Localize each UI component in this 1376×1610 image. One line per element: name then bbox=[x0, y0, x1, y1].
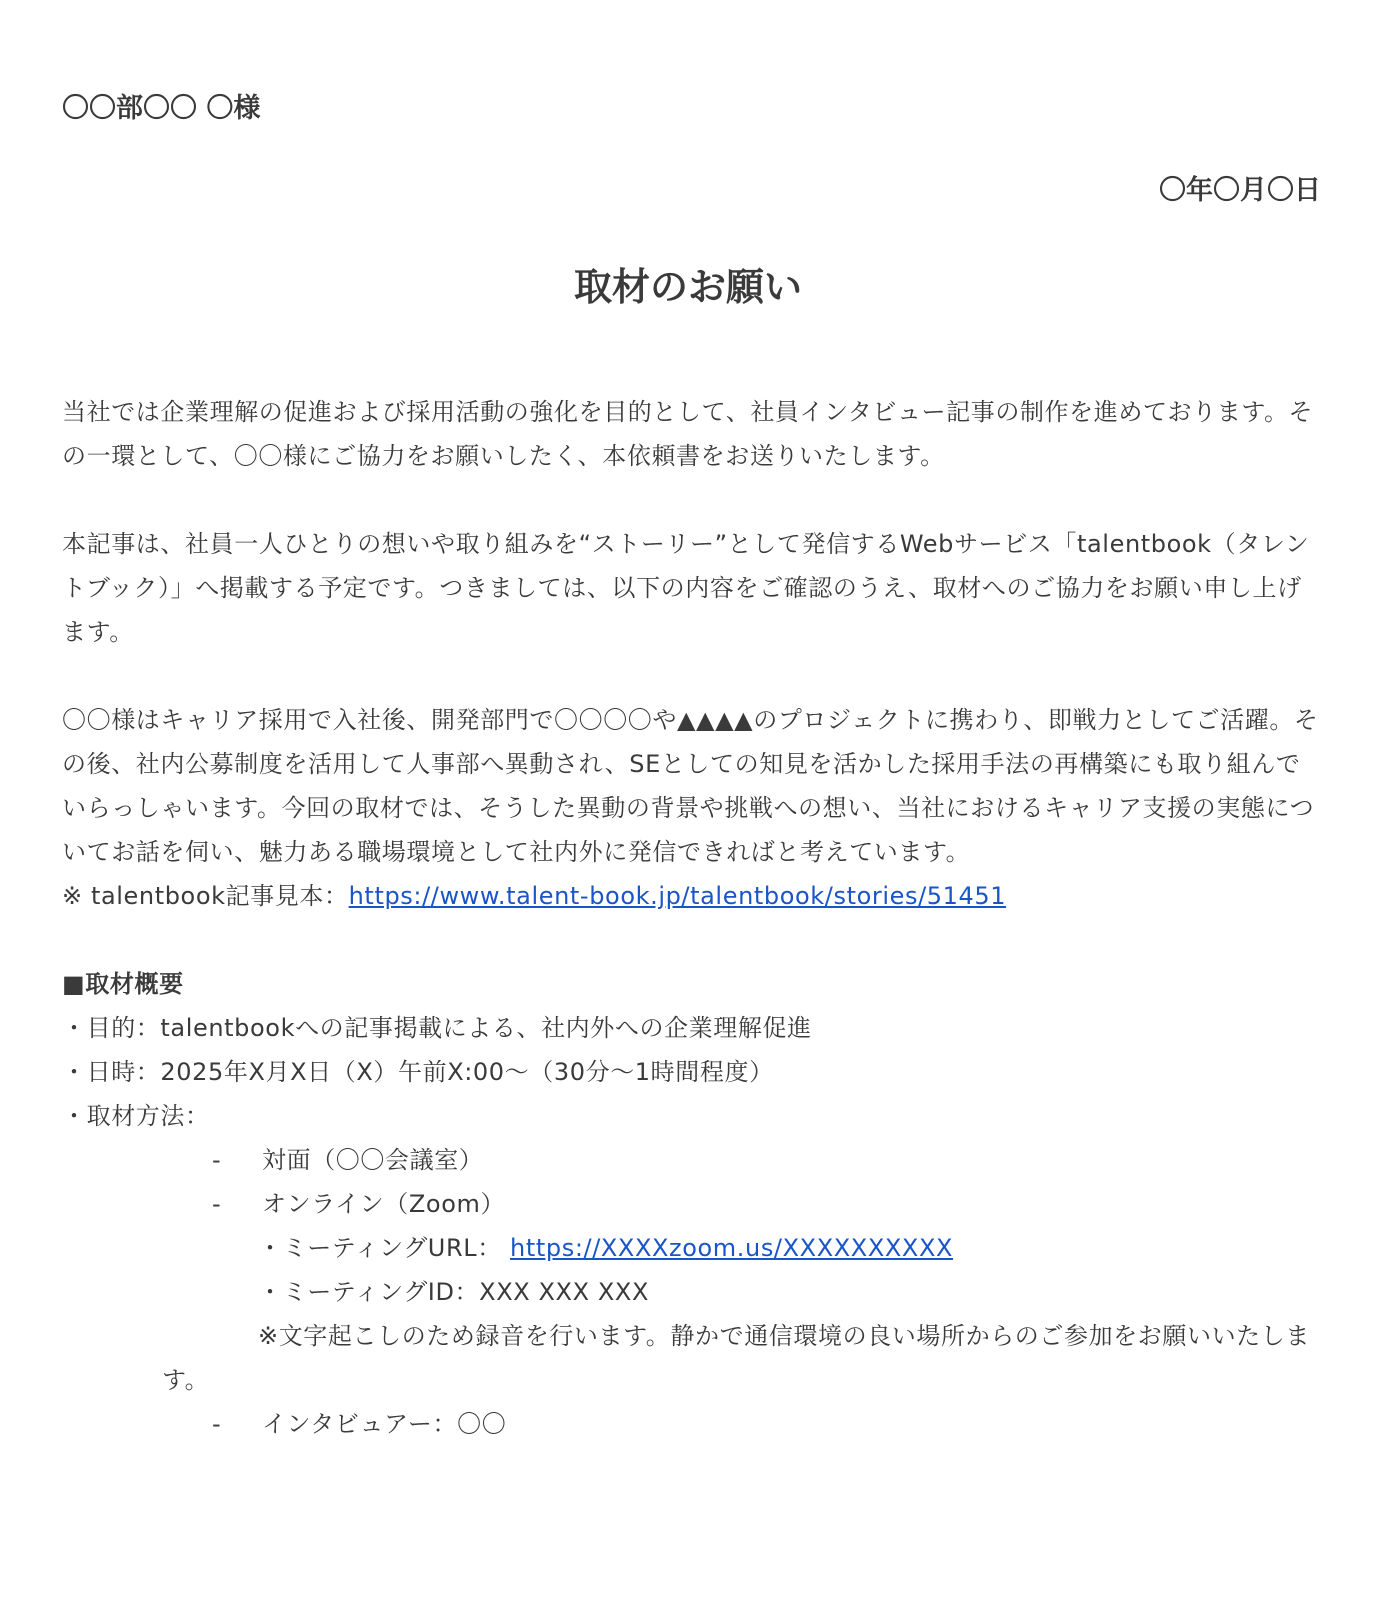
method-online-text: オンライン（Zoom） bbox=[262, 1190, 506, 1218]
overview-datetime: ・日時：2025年X月X日（X）午前X:00～（30分～1時間程度） bbox=[62, 1058, 774, 1086]
method-item-in-person bbox=[62, 1138, 1324, 1182]
dash-bullet: - bbox=[212, 1146, 222, 1174]
meeting-url-link[interactable]: https://XXXXzoom.us/XXXXXXXXXX bbox=[510, 1234, 954, 1262]
interviewer-text: インタビュアー：〇〇 bbox=[262, 1410, 507, 1438]
intro-paragraph: 当社では企業理解の促進および採用活動の強化を目的として、社員インタビュー記事の制作を進めております。その一環として、〇〇様にご協力をお願いしたく、本依頼書をお送りいたします。 bbox=[62, 398, 1314, 470]
sample-article-link[interactable]: https://www.talent-book.jp/talentbook/stories/51451 bbox=[348, 882, 1007, 910]
meeting-url-line bbox=[62, 1226, 1324, 1270]
meeting-url-label: ・ミーティングURL： bbox=[258, 1234, 511, 1262]
method-in-person-text: 対面（〇〇会議室） bbox=[262, 1146, 484, 1174]
meeting-id-line: ・ミーティングID：XXX XXX XXX bbox=[258, 1278, 649, 1306]
article-paragraph: 本記事は、社員一人ひとりの想いや取り組みを“ストーリー”として発信するWebサービス「talentbook（タレントブック）」へ掲載する予定です。つきましては、以下の内容をご確認のうえ、取材へのご協力をお願い申し上げます。 bbox=[62, 530, 1310, 646]
sample-article-note bbox=[62, 874, 1324, 918]
document-date: 〇年〇月〇日 bbox=[1159, 175, 1321, 206]
method-item-interviewer bbox=[62, 1402, 1324, 1446]
method-item-online bbox=[62, 1182, 1324, 1226]
document-title: 取材のお願い bbox=[573, 265, 802, 309]
document-body bbox=[62, 390, 1324, 1446]
overview-heading: ■取材概要 bbox=[62, 970, 184, 998]
profile-paragraph: 〇〇様はキャリア採用で入社後、開発部門で〇〇〇〇や▲▲▲▲のプロジェクトに携わり、即戦力としてご活躍。その後、社内公募制度を活用して人事部へ異動され、SEとしての知見を活かした採用手法の再構築にも取り組んでいらっしゃいます。今回の取材では、そうした異動の背景や挑戦への想い、当社におけるキャリア支援の実態についてお話を伺い、魅力ある職場環境として社内外に発信できればと考えています。 bbox=[62, 706, 1319, 866]
overview-method-label: ・取材方法： bbox=[62, 1102, 210, 1130]
sample-note-prefix: ※ talentbook記事見本： bbox=[62, 882, 349, 910]
dash-bullet: - bbox=[212, 1190, 222, 1218]
recording-note: ※文字起こしのため録音を行います。静かで通信環境の良い場所からのご参加をお願いいたします。 bbox=[162, 1322, 1310, 1394]
dash-bullet: - bbox=[212, 1410, 222, 1438]
recipient-name: 〇〇部〇〇 〇様 bbox=[62, 93, 261, 124]
overview-purpose: ・目的：talentbookへの記事掲載による、社内外への企業理解促進 bbox=[62, 1014, 812, 1042]
